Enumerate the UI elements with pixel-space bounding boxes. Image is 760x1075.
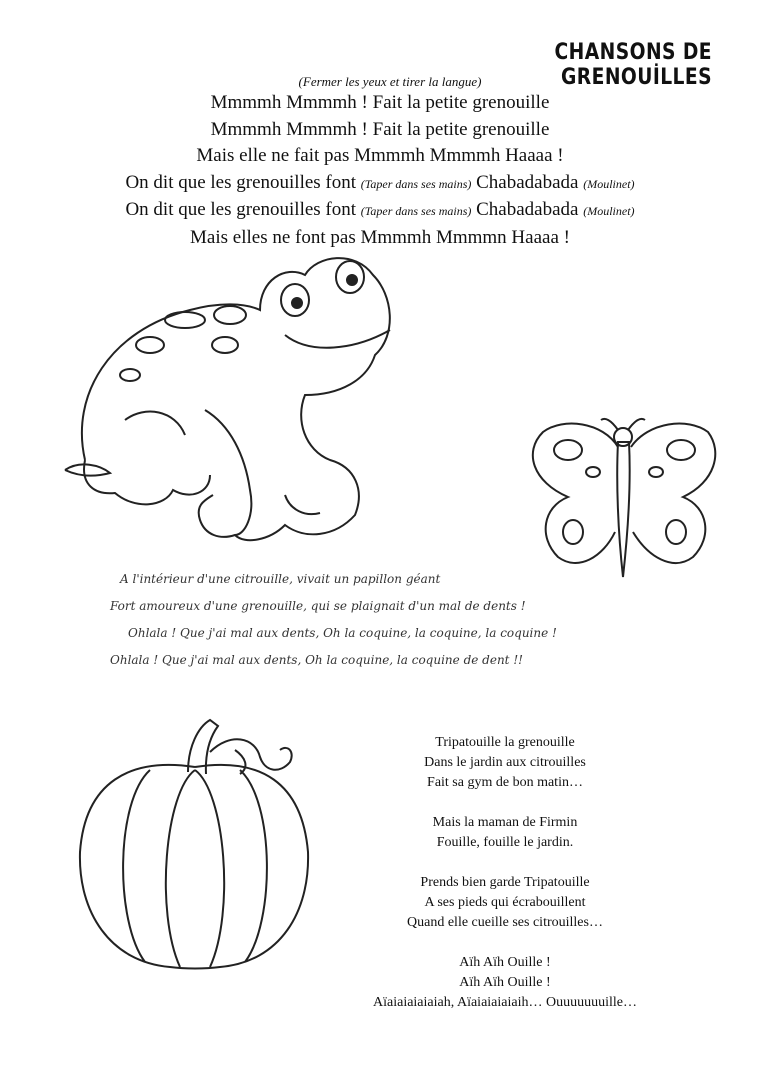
song3-stanza bbox=[330, 953, 680, 1013]
song1-line bbox=[0, 143, 760, 170]
song3-line: Prends bien garde Tripatouille bbox=[420, 875, 590, 890]
song3-line: A ses pieds qui écrabouillent bbox=[424, 895, 586, 910]
song3-line: Dans le jardin aux citrouilles bbox=[424, 755, 586, 770]
song3-line: Mais la maman de Firmin bbox=[432, 815, 578, 830]
gesture-note: (Moulinet) bbox=[583, 204, 635, 218]
song3-line: Aïh Aïh Ouille ! bbox=[459, 955, 551, 970]
song3-stanza bbox=[330, 733, 680, 793]
gesture-note: (Taper dans ses mains) bbox=[360, 204, 472, 218]
song2-line: Ohlala ! Que j'ai mal aux dents, Oh la coquine, la coquine de dent !! bbox=[110, 653, 523, 667]
song2-line: A l'intérieur d'une citrouille, vivait un papillon géant bbox=[120, 572, 441, 586]
frog-icon bbox=[55, 245, 415, 560]
song1-line bbox=[0, 90, 760, 117]
pumpkin-icon bbox=[70, 712, 320, 977]
song3-line: Tripatouille la grenouille bbox=[435, 735, 575, 750]
song1-line bbox=[0, 197, 760, 225]
butterfly-icon bbox=[523, 412, 725, 582]
gesture-note: (Moulinet) bbox=[583, 176, 635, 191]
song3-stanza bbox=[330, 873, 680, 933]
song1-line-text: Mmmmh Mmmmh ! Fait la petite grenouille bbox=[210, 92, 550, 113]
song3-line: Aïaiaiaiaiaiah, Aïaiaiaiaiaih… Ouuuuuuuille… bbox=[373, 995, 637, 1010]
song1-line-text: On dit que les grenouilles font bbox=[125, 199, 357, 220]
song1-line-text: Chabadabada bbox=[476, 171, 579, 193]
song2-line: Fort amoureux d'une grenouille, qui se plaignait d'un mal de dents ! bbox=[110, 599, 526, 613]
song3-line: Fait sa gym de bon matin… bbox=[427, 775, 583, 790]
song3-line: Quand elle cueille ses citrouilles… bbox=[407, 915, 603, 930]
song1-line bbox=[0, 117, 760, 144]
song1-line-text: Mais elles ne font pas Mmmmh Mmmmn Haaaa ! bbox=[190, 226, 570, 248]
song3-stanza bbox=[330, 813, 680, 853]
song2 bbox=[110, 566, 610, 674]
song1-line-text: On dit que les grenouilles font bbox=[125, 171, 357, 193]
song1-line bbox=[0, 170, 760, 198]
page-title: CHANSONS DE GRENOUİLLES bbox=[554, 40, 712, 90]
song1-instruction: (Fermer les yeux et tirer la langue) bbox=[298, 74, 482, 89]
song3-line: Aïh Aïh Ouille ! bbox=[459, 975, 551, 990]
song1 bbox=[0, 90, 760, 251]
song3 bbox=[330, 733, 680, 1033]
song1-line-text: Mais elle ne fait pas Mmmmh Mmmmh Haaaa ! bbox=[196, 145, 564, 166]
gesture-note: (Taper dans ses mains) bbox=[360, 176, 472, 191]
song1-line-text: Chabadabada bbox=[476, 199, 579, 220]
song2-line: Ohlala ! Que j'ai mal aux dents, Oh la coquine, la coquine, la coquine ! bbox=[128, 626, 557, 640]
song1-line-text: Mmmmh Mmmmh ! Fait la petite grenouille bbox=[210, 118, 550, 140]
song3-line: Fouille, fouille le jardin. bbox=[436, 835, 574, 850]
